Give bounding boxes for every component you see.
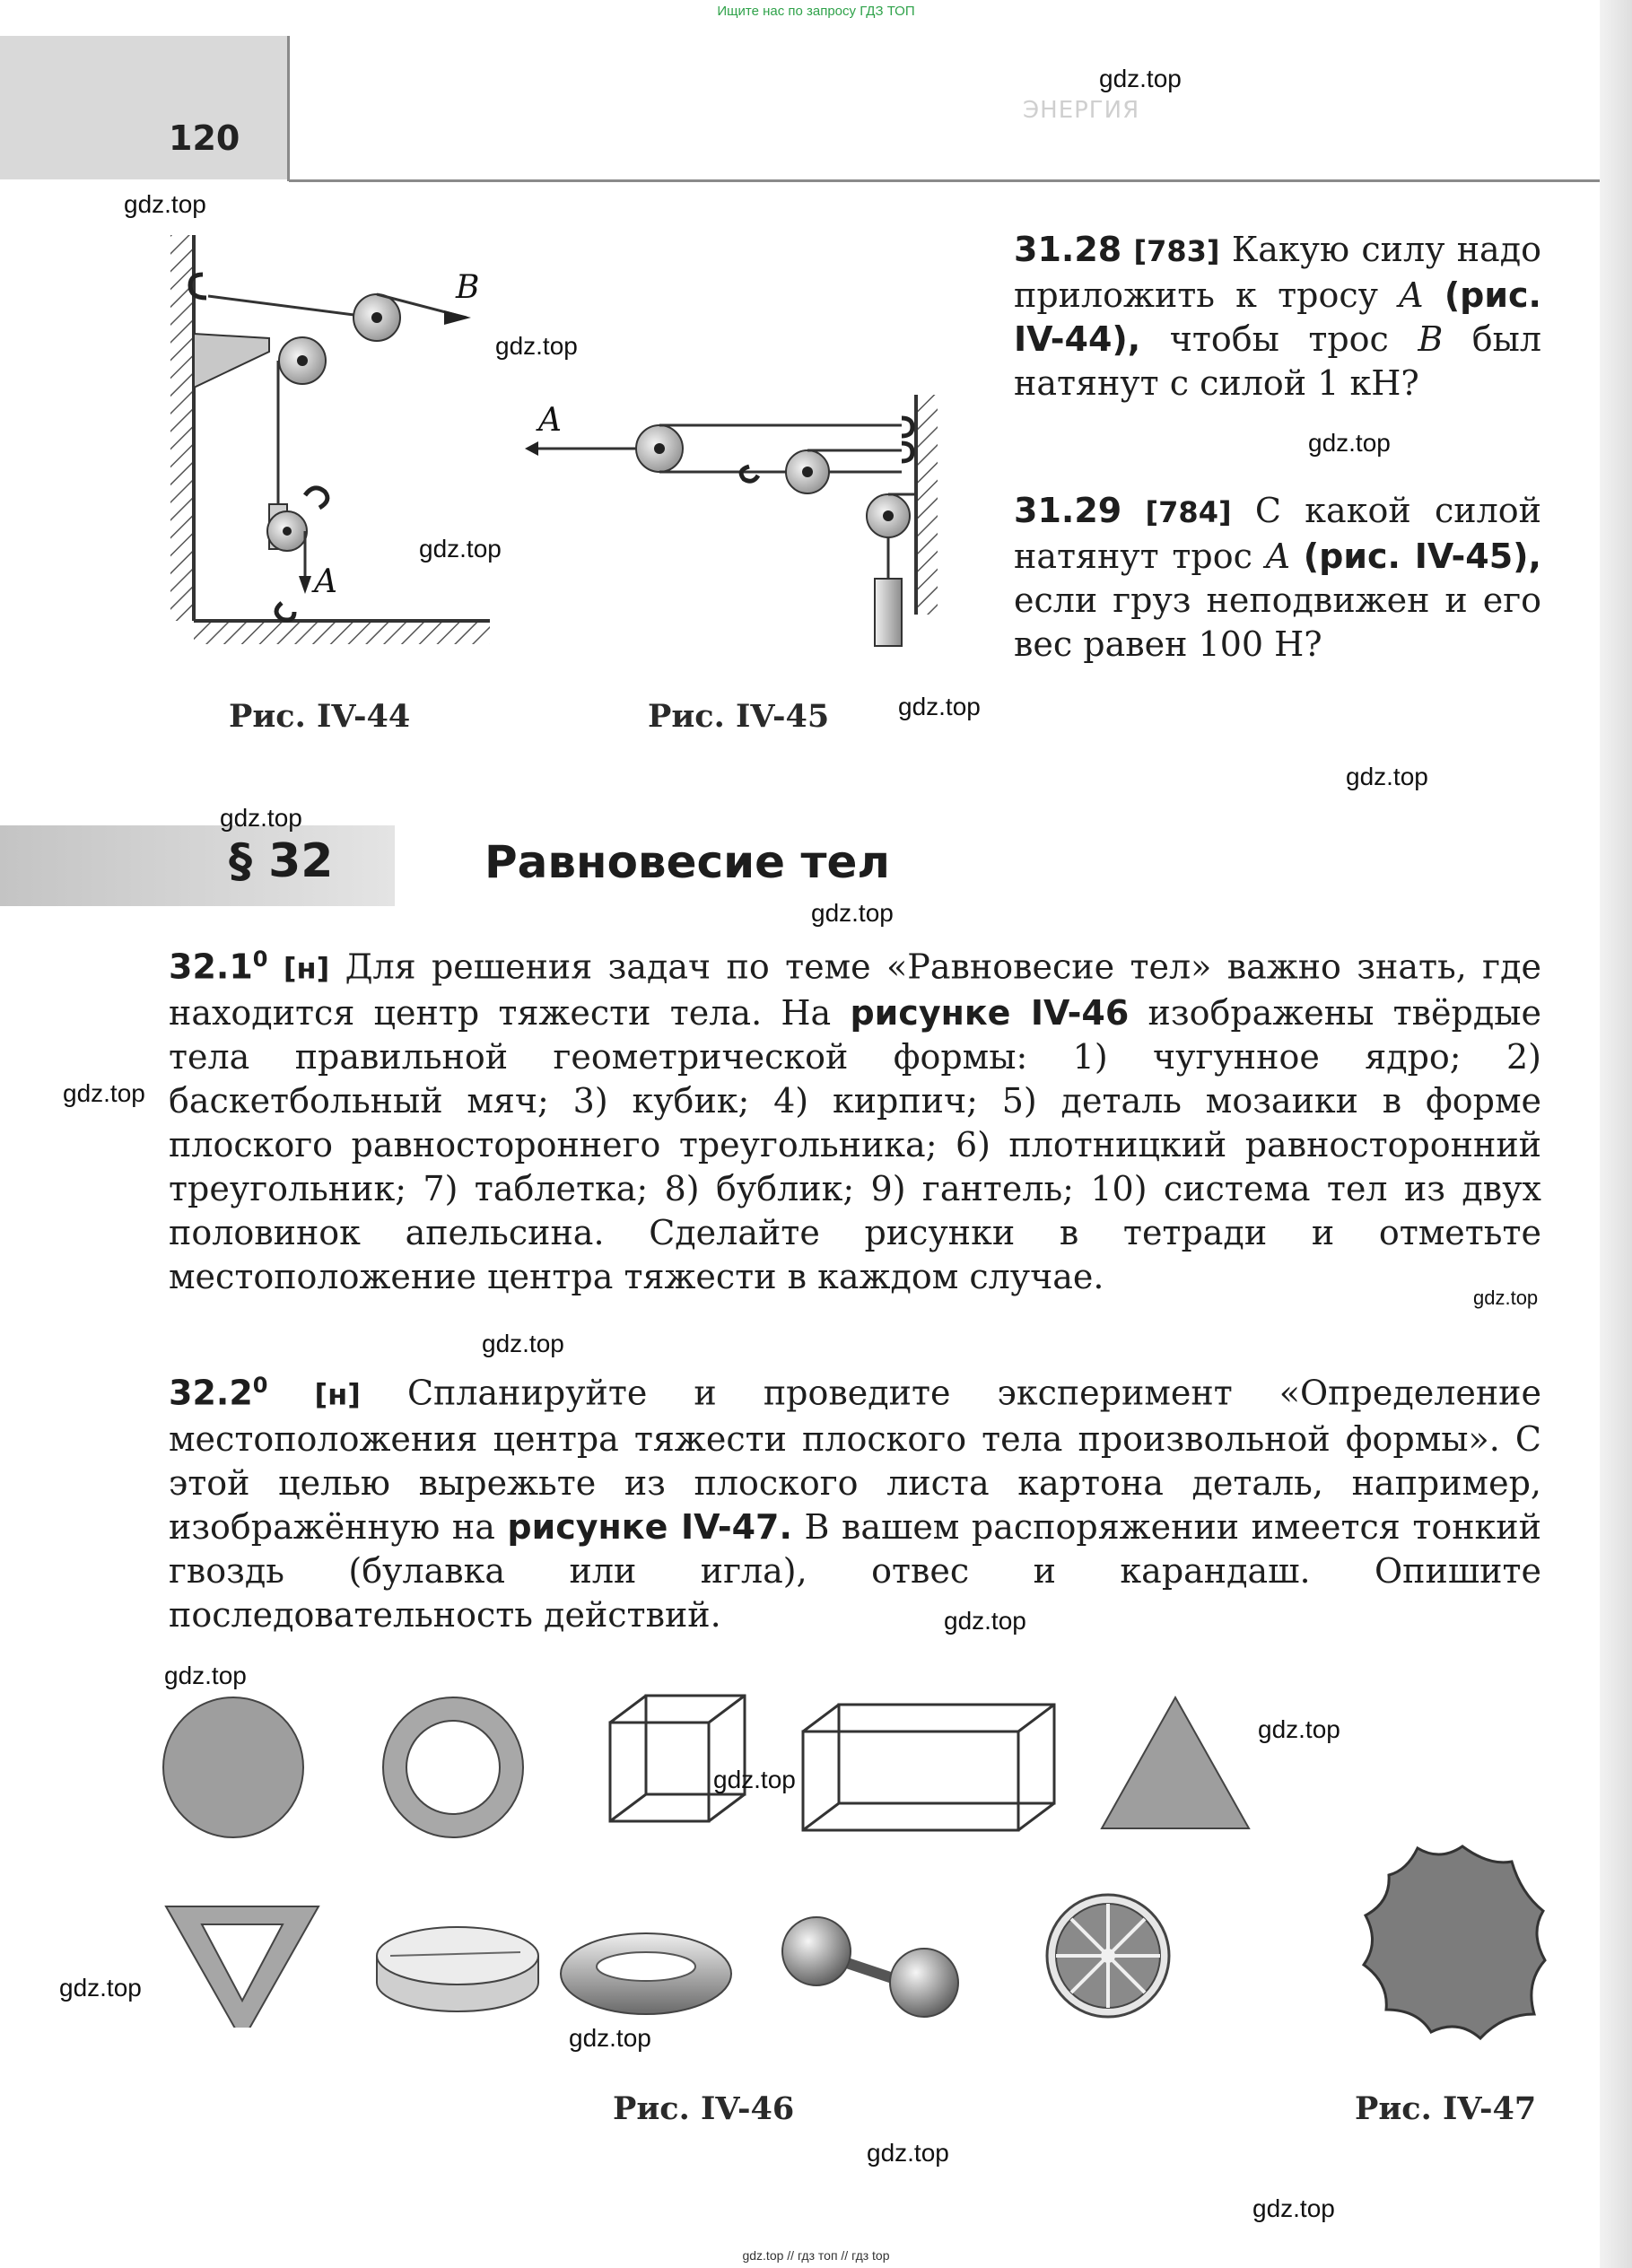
watermark: gdz.top (220, 804, 302, 832)
page-number: 120 (169, 118, 240, 158)
mosaic-triangle (1102, 1697, 1249, 1828)
problem-ref: [783] (1133, 234, 1220, 268)
section-band (0, 825, 395, 906)
watermark: gdz.top (569, 2024, 651, 2052)
watermark: gdz.top (63, 1079, 145, 1107)
header-rule (289, 179, 1632, 182)
cube (610, 1696, 745, 1821)
watermark: gdz.top (1258, 1715, 1340, 1743)
top-note: Ищите нас по запросу ГДЗ ТОП (717, 4, 915, 19)
bracket (194, 334, 269, 388)
caption-iv-46: Рис. IV-46 (613, 2090, 795, 2127)
watermark: gdz.top (419, 535, 502, 563)
page-tab (0, 36, 289, 179)
problem-32-1: 32.1$^0$ [н] Для решения задач по теме «Равновесие тел» важно знать, где находится центр тяжести тела. На рисунке IV-46 изображены твёрдые тела правильной геометрической формы: 1) чугунное ядро; 2) баскетбольный мяч; 3) кубик; 4) кирпич; 5) деталь мозаики в форме плоского равностороннего треугольника; 6) плотницкий равносторонний треугольник; 7) таблетка; 8) бублик; 9) гантель; 10) система тел из двух половинок апельсина. Сделайте рисунки в тетради и отметьте местоположение центра тяжести в каждом случае. (169, 946, 1541, 1296)
header-ghost-text: ЭНЕРГИЯ (1023, 97, 1140, 124)
watermark: gdz.top (811, 899, 894, 927)
weight (875, 579, 902, 646)
watermark: gdz.top (1346, 763, 1428, 790)
watermark: gdz.top (867, 2139, 949, 2167)
floor-hatch (194, 621, 490, 644)
watermark: gdz.top (713, 1766, 796, 1793)
header-divider (287, 36, 290, 181)
tablet (377, 1927, 538, 2011)
figure-iv-44 (170, 235, 511, 657)
irregular-plate (1364, 1846, 1545, 2038)
problem-31-29: 31.29 [784] С какой силой натянут трос A (рис. IV-45), если груз неподвижен и его вес равен 100 Н? (1014, 491, 1541, 664)
problem-number: 31.29 (1014, 491, 1122, 530)
label-b: B (456, 269, 480, 306)
watermark: gdz.top (1473, 1287, 1539, 1309)
figure-iv-47 (1355, 1839, 1552, 2046)
watermark: gdz.top (1099, 65, 1182, 92)
watermark: gdz.top (1308, 429, 1391, 457)
brick (803, 1705, 1054, 1830)
watermark: gdz.top (495, 332, 578, 360)
label-a: A (314, 563, 337, 600)
label-a: A (538, 402, 562, 439)
problem-number: 32.2 (169, 1373, 253, 1413)
caption-iv-47: Рис. IV-47 (1355, 2090, 1537, 2127)
section-title: Равновесие тел (484, 836, 890, 888)
figure-iv-45 (525, 395, 973, 664)
section-number: § 32 (229, 834, 334, 888)
problem-31-28: 31.28 [783] Какую силу надо приложить к тросу A (рис. IV-44), чтобы трос B был натянут с силой 1 кН? (1014, 230, 1541, 403)
dumbbell (782, 1917, 958, 2017)
bottom-note: gdz.top // гдз топ // гдз top (742, 2248, 890, 2263)
problem-ref: [н] (283, 951, 330, 986)
torus (561, 1933, 731, 2014)
caption-iv-45: Рис. IV-45 (648, 698, 830, 735)
watermark: gdz.top (1252, 2194, 1335, 2222)
cast-iron-ball (163, 1697, 303, 1837)
caption-iv-44: Рис. IV-44 (229, 698, 411, 735)
orange-halves (1047, 1895, 1169, 2017)
watermark: gdz.top (944, 1607, 1026, 1635)
watermark: gdz.top (164, 1662, 247, 1689)
problem-ref: [н] (314, 1377, 361, 1412)
problem-number: 32.1 (169, 946, 253, 987)
watermark: gdz.top (482, 1330, 564, 1357)
problem-number: 31.28 (1014, 230, 1122, 269)
watermark: gdz.top (124, 190, 206, 218)
watermark: gdz.top (59, 1974, 142, 2002)
problem-32-2: 32.2$^0$ [н] Спланируйте и проведите эксперимент «Определение местоположения центра тяжести плоского тела произвольной формы». С этой целью вырежьте из плоского листа картона деталь, например, изображённую на рисунке IV-47. В вашем распоряжении имеется тонкий гвоздь (булавка или игла), отвес и карандаш. Опишите последовательность действий. (169, 1373, 1541, 1635)
watermark: gdz.top (898, 693, 981, 720)
page-edge (1600, 0, 1632, 2268)
figure-iv-46 (161, 1687, 1319, 2028)
problem-ref: [784] (1145, 495, 1232, 529)
